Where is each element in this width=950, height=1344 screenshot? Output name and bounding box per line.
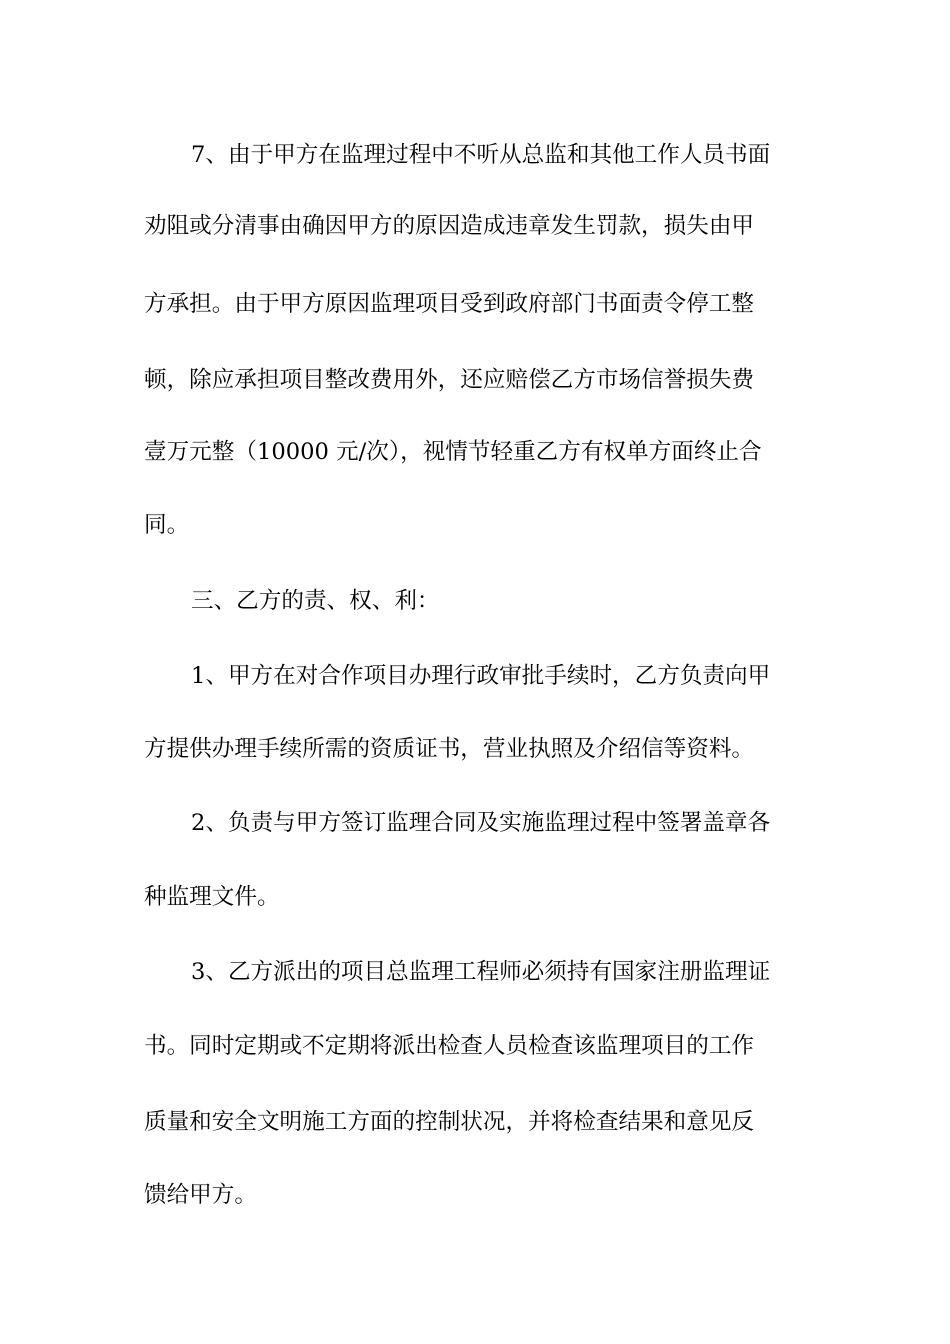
- item-3-line-1: 3、乙方派出的项目总监理工程师必须持有国家注册监理证: [191, 959, 771, 985]
- paragraph-7-line-3: 方承担。由于甲方原因监理项目受到政府部门书面责令停工整: [144, 291, 755, 317]
- item-1-line-2: 方提供办理手续所需的资质证书，营业执照及介绍信等资料。: [144, 736, 755, 762]
- paragraph-7-line-5: 壹万元整（10000 元/次），视情节轻重乙方有权单方面终止合: [144, 439, 762, 465]
- item-1-line-1: 1、甲方在对合作项目办理行政审批手续时，乙方负责向甲: [191, 663, 771, 689]
- paragraph-7-line-6: 同。: [144, 512, 190, 538]
- item-2-line-1: 2、负责与甲方签订监理合同及实施监理过程中签署盖章各: [191, 810, 771, 836]
- item-3-line-4: 馈给甲方。: [144, 1182, 257, 1208]
- item-3-line-3: 质量和安全文明施工方面的控制状况，并将检查结果和意见反: [144, 1109, 755, 1135]
- paragraph-7-line-1: 7、由于甲方在监理过程中不听从总监和其他工作人员书面: [191, 142, 771, 168]
- section-heading: 三、乙方的责、权、利：: [191, 588, 440, 614]
- item-3-line-2: 书。同时定期或不定期将派出检查人员检查该监理项目的工作: [144, 1033, 755, 1059]
- item-2-line-2: 种监理文件。: [144, 884, 280, 910]
- paragraph-7-line-4: 顿，除应承担项目整改费用外，还应赔偿乙方市场信誉损失费: [144, 367, 755, 393]
- paragraph-7-line-2: 劝阻或分清事由确因甲方的原因造成违章发生罚款，损失由甲: [144, 213, 755, 239]
